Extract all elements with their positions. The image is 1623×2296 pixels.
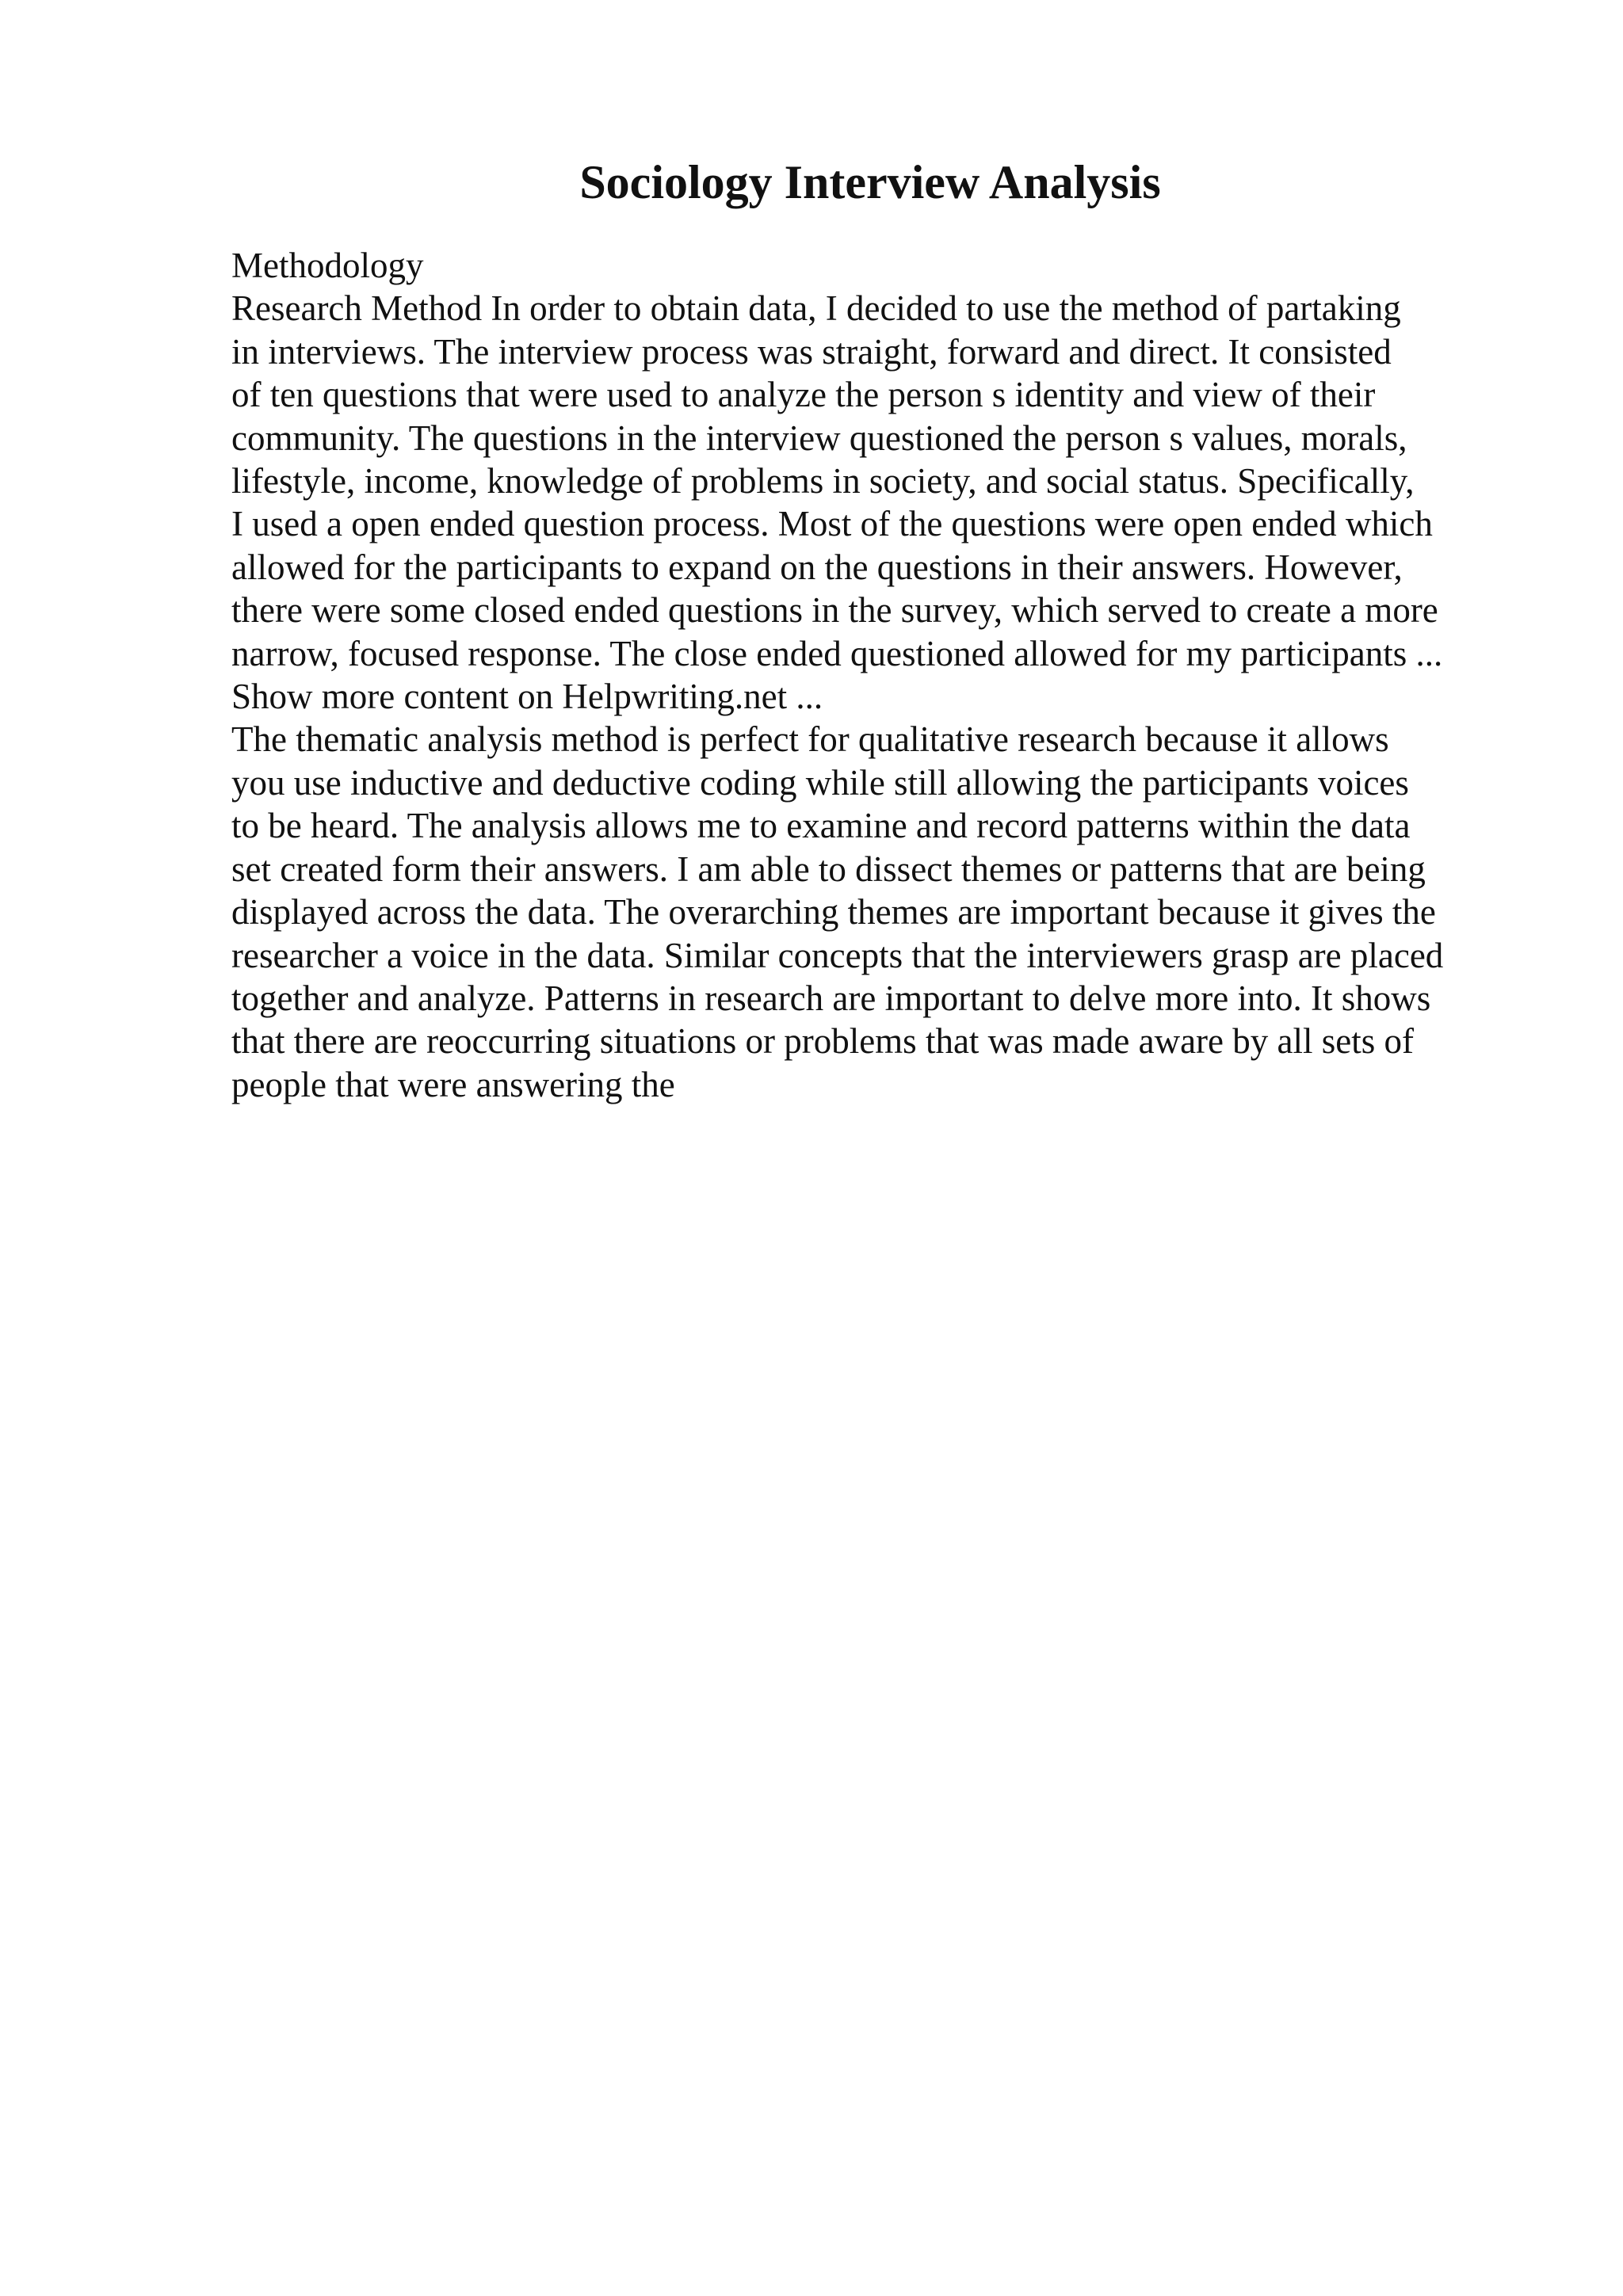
body-line: you use inductive and deductive coding while still allowing the participants voices — [231, 762, 1409, 803]
body-line: community. The questions in the interview questioned the person s values, morals, — [231, 418, 1407, 458]
body-line: of ten questions that were used to analyze the person s identity and view of their — [231, 375, 1376, 415]
body-line: I used a open ended question process. Most of the questions were open ended which — [231, 504, 1433, 544]
body-line: displayed across the data. The overarching themes are important because it gives the — [231, 892, 1436, 933]
body-line: allowed for the participants to expand on the questions in their answers. However, — [231, 547, 1403, 587]
body-line: that there are reoccurring situations or problems that was made aware by all sets of — [231, 1021, 1414, 1062]
show-more-text: Show more content on Helpwriting.net ... — [231, 677, 823, 717]
body-line: narrow, focused response. The close ended questioned allowed for my participants ... — [231, 633, 1443, 673]
body-line: to be heard. The analysis allows me to examine and record patterns within the data — [231, 806, 1411, 846]
body-line: researcher a voice in the data. Similar concepts that the interviewers grasp are placed — [231, 935, 1444, 975]
body-line: people that were answering the — [231, 1064, 675, 1104]
body-line: there were some closed ended questions in the survey, which served to create a more — [231, 590, 1438, 631]
body-line: together and analyze. Patterns in research are important to delve more into. It shows — [231, 978, 1431, 1018]
body-line: Research Method In order to obtain data, I decided to use the method of partaking — [231, 288, 1401, 329]
document-body — [231, 244, 1515, 1106]
document-title: Sociology Interview Analysis — [579, 156, 1161, 208]
body-line: set created form their answers. I am able to dissect themes or patterns that are being — [231, 849, 1426, 889]
section-heading-methodology: Methodology — [231, 246, 424, 285]
body-line: lifestyle, income, knowledge of problems in society, and social status. Specifically, — [231, 461, 1415, 502]
body-line: The thematic analysis method is perfect for qualitative research because it allows — [231, 719, 1389, 760]
body-line: in interviews. The interview process was straight, forward and direct. It consisted — [231, 331, 1392, 372]
